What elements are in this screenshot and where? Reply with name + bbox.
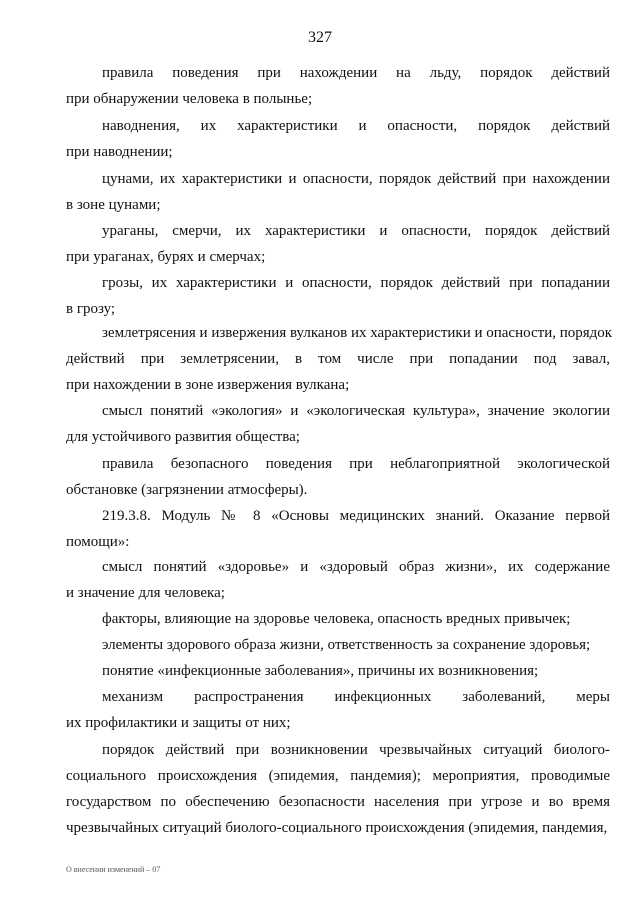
- paragraph: [66, 320, 613, 398]
- page-number: 327: [308, 29, 332, 46]
- paragraph-line: при наводнении;: [66, 144, 173, 160]
- paragraph-line: правила поведения при нахождении на льду, порядок действий: [102, 65, 610, 81]
- paragraph-line: факторы, влияющие на здоровье человека, опасность вредных привычек;: [102, 611, 571, 627]
- paragraph: [66, 554, 610, 606]
- paragraph-line: обстановке (загрязнении атмосферы).: [66, 482, 308, 498]
- paragraph: [66, 737, 610, 841]
- paragraph-line: действий при землетрясении, в том числе при попадании под завал,: [66, 351, 610, 367]
- paragraph-line: порядок действий при возникновении чрезвычайных ситуаций биолого-: [102, 742, 610, 758]
- paragraph-line: понятие «инфекционные заболевания», причины их возникновения;: [102, 663, 539, 679]
- paragraph-line: государством по обеспечению безопасности населения при угрозе и во время: [66, 794, 610, 810]
- paragraph-line: смысл понятий «здоровье» и «здоровый образ жизни», их содержание: [102, 559, 610, 575]
- paragraph-line: смысл понятий «экология» и «экологическая культура», значение экологии: [102, 403, 610, 419]
- paragraph: [66, 166, 610, 218]
- paragraph-line: социального происхождения (эпидемия, пандемия); мероприятия, проводимые: [66, 768, 610, 784]
- paragraph: [66, 270, 610, 322]
- paragraph-line: землетрясения и извержения вулканов их характеристики и опасности, порядок: [102, 325, 613, 341]
- paragraph: [66, 398, 610, 450]
- paragraph-line: при обнаружении человека в полынье;: [66, 91, 313, 107]
- paragraph: [66, 632, 610, 658]
- paragraph-line: для устойчивого развития общества;: [66, 429, 300, 445]
- paragraph-line: при нахождении в зоне извержения вулкана;: [66, 377, 350, 393]
- paragraph: [66, 503, 610, 555]
- paragraph-line: механизм распространения инфекционных заболеваний, меры: [102, 689, 610, 705]
- paragraph: [66, 606, 610, 632]
- paragraph-line: 219.3.8. Модуль № 8 «Основы медицинских знаний. Оказание первой: [102, 508, 610, 524]
- paragraph-line: наводнения, их характеристики и опасности, порядок действий: [102, 118, 610, 134]
- paragraph-line: в грозу;: [66, 301, 116, 317]
- paragraph-line: и значение для человека;: [66, 585, 225, 601]
- footer-note: О внесении изменений – 07: [66, 865, 161, 874]
- paragraph-line: помощи»:: [66, 534, 130, 550]
- paragraph-line: правила безопасного поведения при неблагоприятной экологической: [102, 456, 610, 472]
- paragraph-line: элементы здорового образа жизни, ответственность за сохранение здоровья;: [102, 637, 591, 653]
- paragraph: [66, 60, 610, 112]
- paragraph: [66, 113, 610, 165]
- paragraph: [66, 451, 610, 503]
- paragraph: [66, 658, 610, 684]
- paragraph-line: их профилактики и защиты от них;: [66, 715, 291, 731]
- paragraph: [66, 684, 610, 736]
- paragraph-line: чрезвычайных ситуаций биолого-социального происхождения (эпидемия, пандемия,: [66, 820, 608, 836]
- paragraph-line: грозы, их характеристики и опасности, порядок действий при попадании: [102, 275, 610, 291]
- paragraph-line: в зоне цунами;: [66, 197, 161, 213]
- paragraph-line: цунами, их характеристики и опасности, порядок действий при нахождении: [102, 171, 610, 187]
- paragraph-line: ураганы, смерчи, их характеристики и опасности, порядок действий: [102, 223, 610, 239]
- paragraph-line: при ураганах, бурях и смерчах;: [66, 249, 266, 265]
- paragraph: [66, 218, 610, 270]
